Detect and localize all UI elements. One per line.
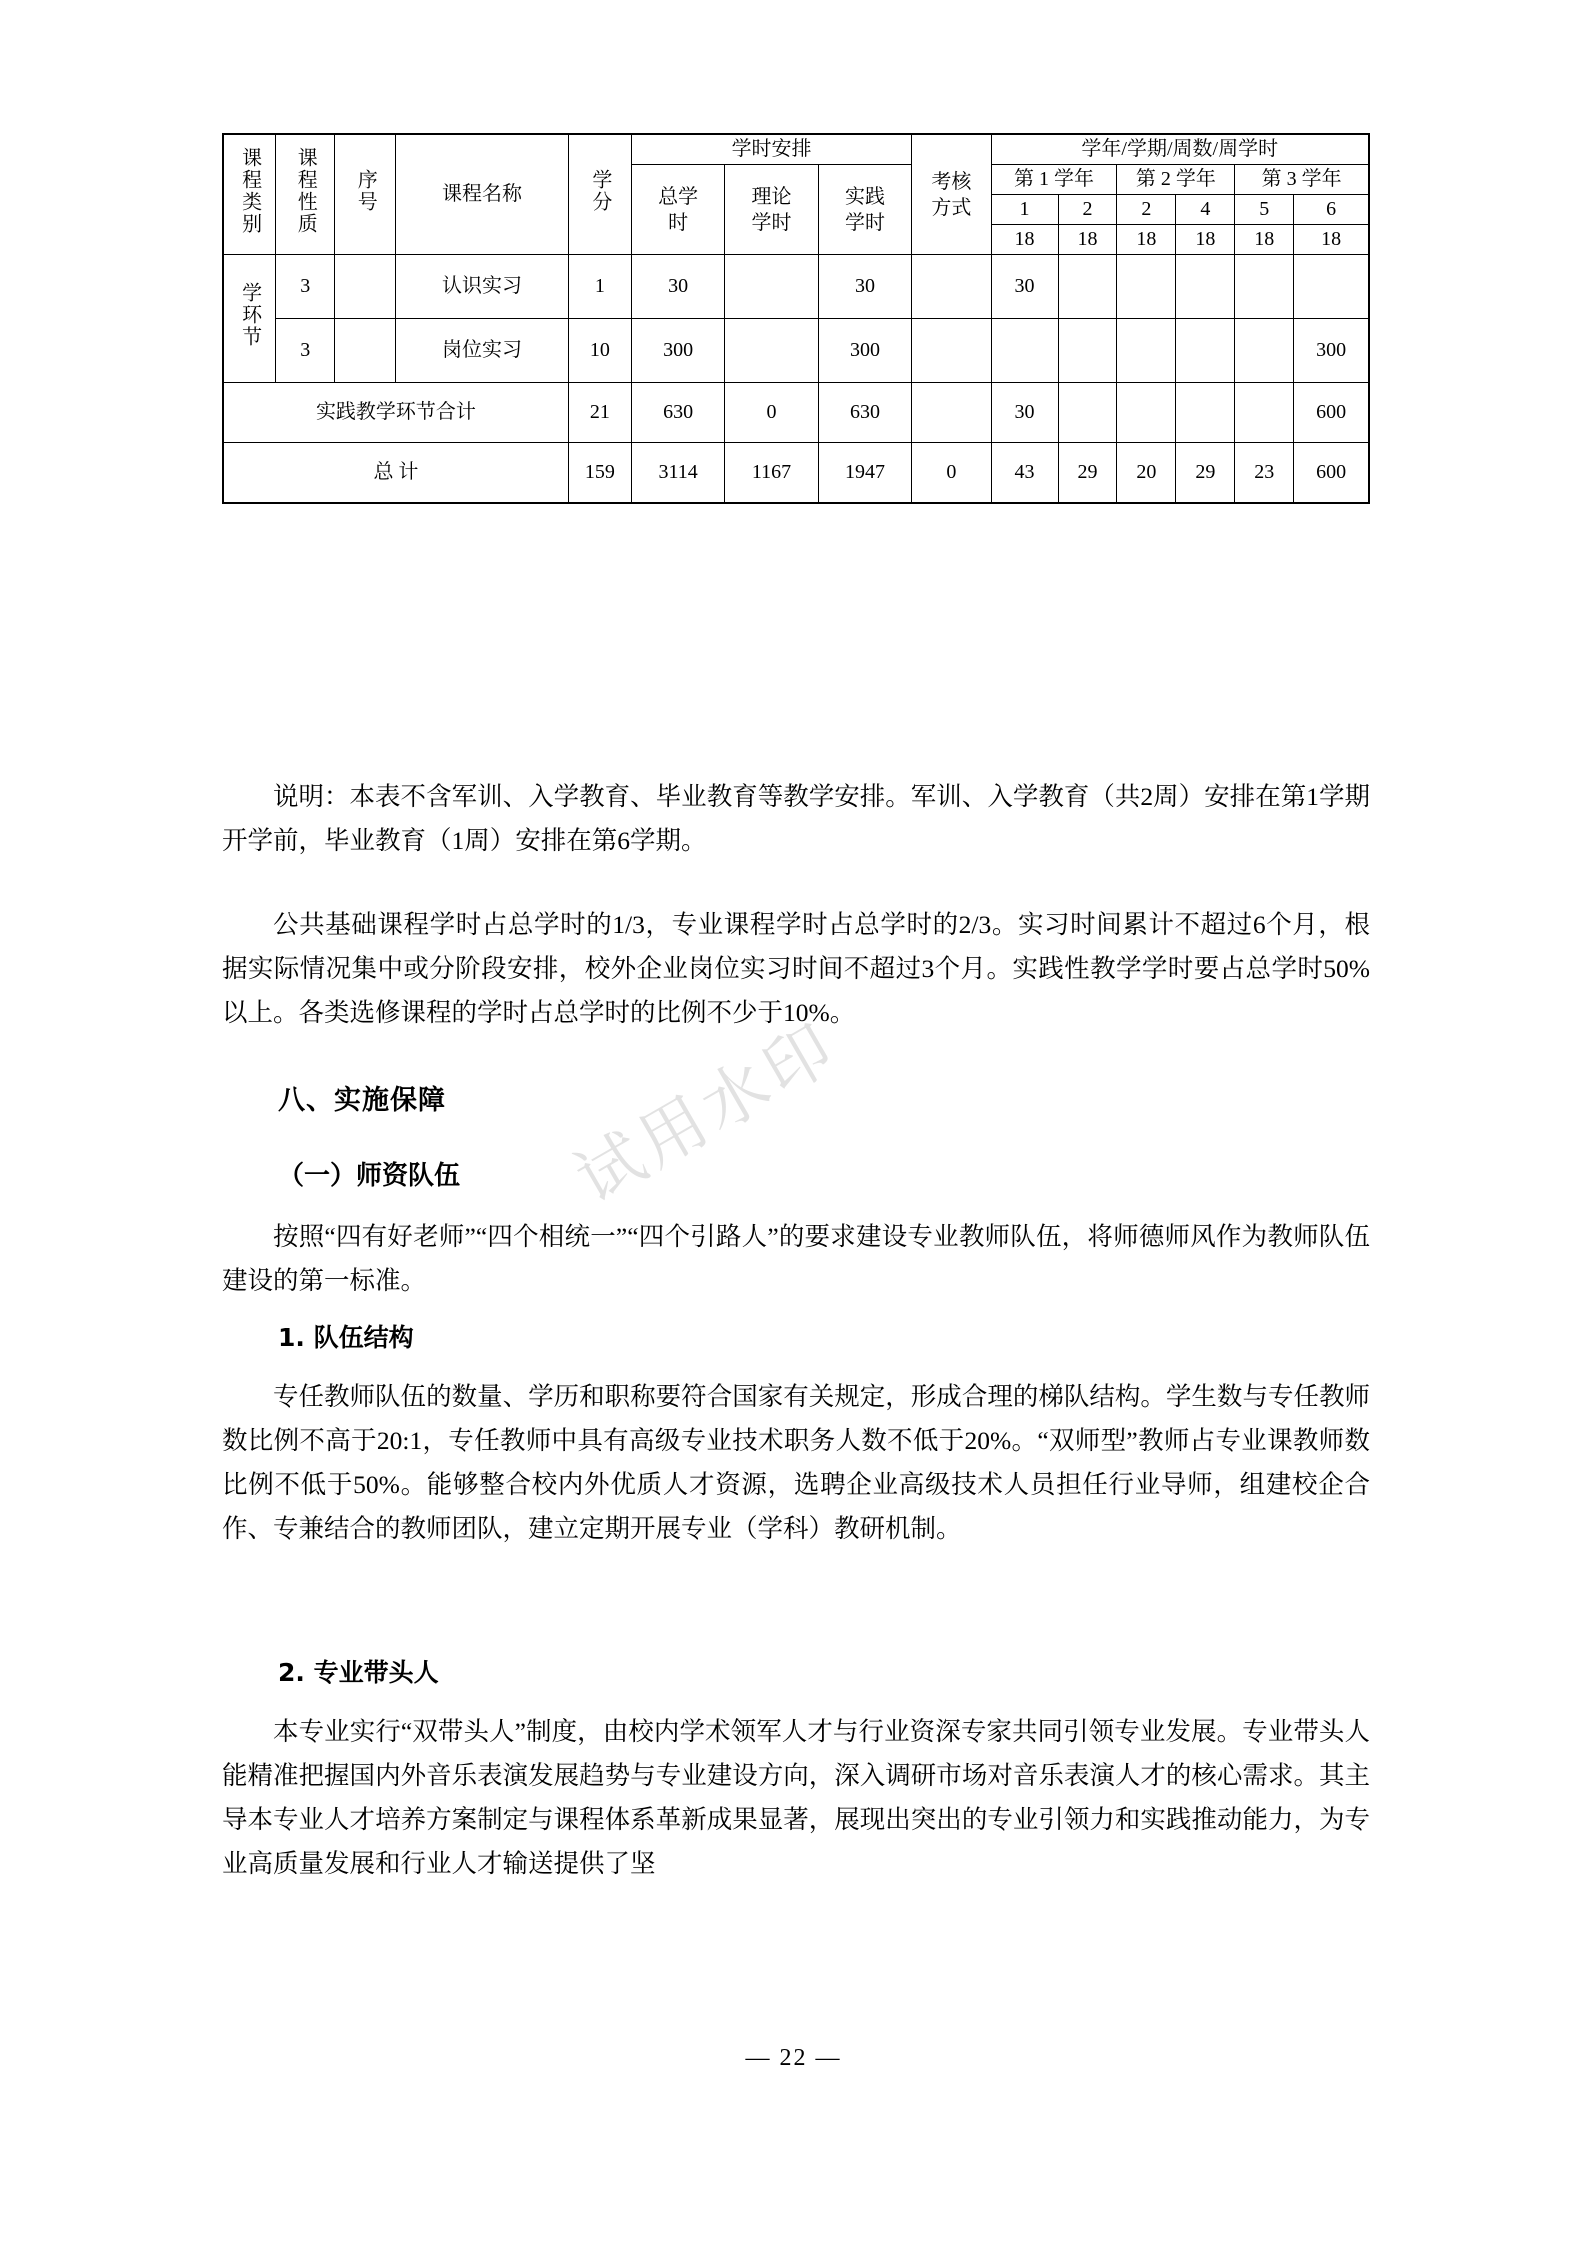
- cell-term-3: [1117, 319, 1176, 383]
- header-year-2: 第 2 学年: [1117, 165, 1235, 195]
- cell-assessment: [912, 255, 991, 319]
- cell-subtotal-term-3: [1117, 383, 1176, 443]
- page-number: — 22 —: [745, 2045, 842, 2071]
- table-subtotal-row: [223, 383, 1369, 443]
- cell-total-term-4: 29: [1176, 443, 1235, 503]
- cell-term-4: [1176, 319, 1235, 383]
- header-assessment: 考核方式: [912, 134, 991, 255]
- cell-seq: [335, 255, 396, 319]
- header-credit: 学分: [568, 134, 631, 255]
- cell-credit: 1: [568, 255, 631, 319]
- cell-term-6: [1294, 255, 1369, 319]
- heading-team-structure: 1. 队伍结构: [278, 1323, 414, 1352]
- paragraph-teacher-requirements: 按照“四有好老师”“四个相统一”“四个引路人”的要求建设专业教师队伍，将师德师风作为教师队伍建设的第一标准。: [222, 1222, 1370, 1295]
- header-year-1: 第 1 学年: [991, 165, 1117, 195]
- cell-term-1: [991, 319, 1058, 383]
- header-term-2: 2: [1058, 195, 1117, 225]
- header-term-1: 1: [991, 195, 1058, 225]
- cell-subtotal-term-4: [1176, 383, 1235, 443]
- cell-total-term-6: 600: [1294, 443, 1369, 503]
- paragraph-team-structure: 专任教师队伍的数量、学历和职称要符合国家有关规定，形成合理的梯队结构。学生数与专任教师数比例不高于20:1，专任教师中具有高级专业技术职务人数不低于20%。“双师型”教师占专业课教师数比例不低于50%。能够整合校内外优质人才资源，选聘企业高级技术人员担任行业导师，组建校企合作、专兼结合的教师团队，建立定期开展专业（学科）教研机制。: [222, 1382, 1370, 1543]
- cell-term-1: 30: [991, 255, 1058, 319]
- cell-subtotal-total: 630: [631, 383, 724, 443]
- header-hours-group: 学时安排: [631, 134, 911, 165]
- cell-course-name: 认识实习: [396, 255, 569, 319]
- cell-theory-hours: [725, 319, 818, 383]
- cell-total-practice: 1947: [818, 443, 911, 503]
- cell-course-name: 岗位实习: [396, 319, 569, 383]
- cell-practice-hours: 300: [818, 319, 911, 383]
- cell-total-term-3: 20: [1117, 443, 1176, 503]
- cell-subtotal-term-1: 30: [991, 383, 1058, 443]
- header-theory-hours: 理论学时: [725, 165, 818, 255]
- cell-term-3: [1117, 255, 1176, 319]
- cell-subtotal-term-6: 600: [1294, 383, 1369, 443]
- note-paragraph-2: 公共基础课程学时占总学时的1/3，专业课程学时占总学时的2/3。实习时间累计不超过6个月，根据实际情况集中或分阶段安排，校外企业岗位实习时间不超过3个月。实践性教学学时要占总学时50%以上。各类选修课程的学时占总学时的比例不少于10%。: [222, 910, 1370, 1027]
- cell-total-term-2: 29: [1058, 443, 1117, 503]
- course-table: [222, 133, 1370, 504]
- course-table-wrapper: [222, 133, 1370, 504]
- cell-term-5: [1235, 255, 1294, 319]
- header-category: 课程类别: [223, 134, 276, 255]
- table-row: [223, 319, 1369, 383]
- table-header-row-1: [223, 134, 1369, 165]
- header-weeks-6: 18: [1294, 225, 1369, 255]
- header-term-3: 2: [1117, 195, 1176, 225]
- cell-subtotal-assessment: [912, 383, 991, 443]
- cell-term-2: [1058, 319, 1117, 383]
- cell-credit: 10: [568, 319, 631, 383]
- heading-professional-leader: 2. 专业带头人: [278, 1658, 439, 1687]
- header-weeks-2: 18: [1058, 225, 1117, 255]
- cell-total-term-5: 23: [1235, 443, 1294, 503]
- cell-assessment: [912, 319, 991, 383]
- cell-theory-hours: [725, 255, 818, 319]
- header-weeks-3: 18: [1117, 225, 1176, 255]
- cell-subtotal-practice: 630: [818, 383, 911, 443]
- cell-subtotal-theory: 0: [725, 383, 818, 443]
- watermark: 试用水印: [564, 1009, 851, 1218]
- header-weeks-4: 18: [1176, 225, 1235, 255]
- header-course-name: 课程名称: [396, 134, 569, 255]
- cell-nature: 3: [276, 319, 335, 383]
- cell-total-hours: 300: [631, 319, 724, 383]
- header-term-5: 5: [1235, 195, 1294, 225]
- table-row: [223, 255, 1369, 319]
- cell-subtotal-term-5: [1235, 383, 1294, 443]
- header-weeks-5: 18: [1235, 225, 1294, 255]
- table-total-row: [223, 443, 1369, 503]
- cell-term-5: [1235, 319, 1294, 383]
- header-year-3: 第 3 学年: [1235, 165, 1369, 195]
- cell-term-2: [1058, 255, 1117, 319]
- cell-total-credit: 159: [568, 443, 631, 503]
- cell-subtotal-label: 实践教学环节合计: [223, 383, 568, 443]
- cell-total-theory: 1167: [725, 443, 818, 503]
- cell-total-total: 3114: [631, 443, 724, 503]
- note-paragraph-1: 说明：本表不含军训、入学教育、毕业教育等教学安排。军训、入学教育（共2周）安排在第1学期开学前，毕业教育（1周）安排在第6学期。: [222, 782, 1370, 855]
- cell-practice-hours: 30: [818, 255, 911, 319]
- cell-total-term-1: 43: [991, 443, 1058, 503]
- cell-subtotal-term-2: [1058, 383, 1117, 443]
- header-term-4: 4: [1176, 195, 1235, 225]
- header-term-6: 6: [1294, 195, 1369, 225]
- paragraph-professional-leader: 本专业实行“双带头人”制度，由校内学术领军人才与行业资深专家共同引领专业发展。专业带头人能精准把握国内外音乐表演发展趋势与专业建设方向，深入调研市场对音乐表演人才的核心需求。其主导本专业人才培养方案制定与课程体系革新成果显著，展现出突出的专业引领力和实践推动能力，为专业高质量发展和行业人才输送提供了坚: [222, 1717, 1370, 1878]
- header-seq: 序号: [335, 134, 396, 255]
- cell-subtotal-credit: 21: [568, 383, 631, 443]
- subsection-heading-teachers: （一）师资队伍: [278, 1161, 461, 1191]
- cell-seq: [335, 319, 396, 383]
- header-practice-hours: 实践学时: [818, 165, 911, 255]
- header-weeks-1: 18: [991, 225, 1058, 255]
- cell-category-label: 学环节: [223, 255, 276, 383]
- cell-term-4: [1176, 255, 1235, 319]
- cell-nature: 3: [276, 255, 335, 319]
- header-year-group: 学年/学期/周数/周学时: [991, 134, 1369, 165]
- cell-total-label: 总 计: [223, 443, 568, 503]
- cell-total-assessment: 0: [912, 443, 991, 503]
- header-nature: 课程性质: [276, 134, 335, 255]
- cell-term-6: 300: [1294, 319, 1369, 383]
- header-total-hours: 总学时: [631, 165, 724, 255]
- cell-total-hours: 30: [631, 255, 724, 319]
- section-heading-eight: 八、实施保障: [278, 1085, 446, 1116]
